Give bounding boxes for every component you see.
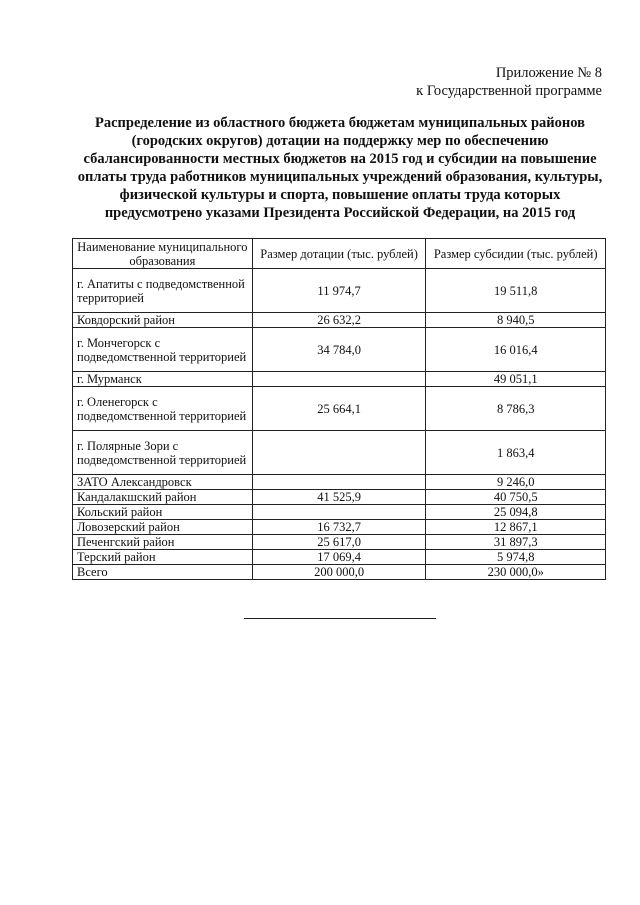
cell-subsidy-grant: 34 784,0	[252, 328, 426, 372]
cell-subsidy-grant: 200 000,0	[252, 565, 426, 580]
cell-municipality: г. Полярные Зори с подведомственной территорией	[73, 431, 253, 475]
closing-rule	[244, 618, 436, 619]
cell-subvention: 230 000,0»	[426, 565, 606, 580]
table-row	[73, 565, 606, 580]
cell-subsidy-grant: 17 069,4	[252, 550, 426, 565]
cell-municipality: г. Оленегорск с подведомственной территорией	[73, 387, 253, 431]
column-header-municipality: Наименование муниципального образования	[73, 239, 253, 269]
cell-subvention: 5 974,8	[426, 550, 606, 565]
table-row	[73, 372, 606, 387]
cell-subsidy-grant: 16 732,7	[252, 520, 426, 535]
table-row	[73, 387, 606, 431]
table-row	[73, 505, 606, 520]
cell-subvention: 12 867,1	[426, 520, 606, 535]
appendix-program-ref: к Государственной программе	[416, 83, 602, 99]
cell-subvention: 25 094,8	[426, 505, 606, 520]
cell-subvention: 8 940,5	[426, 313, 606, 328]
cell-municipality: Ловозерский район	[73, 520, 253, 535]
cell-subsidy-grant	[252, 475, 426, 490]
table-row	[73, 328, 606, 372]
table-row	[73, 475, 606, 490]
distribution-table	[72, 238, 606, 580]
cell-subsidy-grant: 25 617,0	[252, 535, 426, 550]
column-header-subsidy-grant: Размер дотации (тыс. рублей)	[252, 239, 426, 269]
cell-municipality: Терский район	[73, 550, 253, 565]
cell-subsidy-grant	[252, 372, 426, 387]
cell-municipality: Кольский район	[73, 505, 253, 520]
document-title: Распределение из областного бюджета бюджетам муниципальных районов (городских округов) дотации на поддержку мер по обеспечению сбалансированности местных бюджетов на 2015 год и субсидии на повышение оплаты труда работников муниципальных учреждений образования, культуры, физической культуры и спорта, повышение оплаты труда которых предусмотрено указами Президента Российской Федерации, на 2015 год	[77, 115, 603, 221]
cell-subvention: 9 246,0	[426, 475, 606, 490]
cell-subsidy-grant	[252, 505, 426, 520]
cell-municipality: Всего	[73, 565, 253, 580]
appendix-number: Приложение № 8	[495, 65, 602, 81]
cell-municipality: ЗАТО Александровск	[73, 475, 253, 490]
cell-subsidy-grant: 26 632,2	[252, 313, 426, 328]
table-header-row	[73, 239, 606, 269]
table-row	[73, 550, 606, 565]
cell-subsidy-grant: 11 974,7	[252, 269, 426, 313]
cell-municipality: г. Апатиты с подведомственной территорией	[73, 269, 253, 313]
cell-municipality: Кандалакшский район	[73, 490, 253, 505]
column-header-subvention: Размер субсидии (тыс. рублей)	[426, 239, 606, 269]
table-row	[73, 269, 606, 313]
cell-subvention: 19 511,8	[426, 269, 606, 313]
appendix-header	[416, 64, 602, 100]
cell-subvention: 49 051,1	[426, 372, 606, 387]
cell-subvention: 1 863,4	[426, 431, 606, 475]
cell-subsidy-grant: 41 525,9	[252, 490, 426, 505]
cell-subvention: 8 786,3	[426, 387, 606, 431]
table-row	[73, 313, 606, 328]
cell-municipality: г. Мончегорск с подведомственной территорией	[73, 328, 253, 372]
table-body	[73, 269, 606, 580]
cell-subvention: 31 897,3	[426, 535, 606, 550]
cell-subvention: 16 016,4	[426, 328, 606, 372]
cell-municipality: Ковдорский район	[73, 313, 253, 328]
cell-municipality: Печенгский район	[73, 535, 253, 550]
cell-subsidy-grant	[252, 431, 426, 475]
table-row	[73, 431, 606, 475]
cell-subvention: 40 750,5	[426, 490, 606, 505]
table-row	[73, 490, 606, 505]
cell-subsidy-grant: 25 664,1	[252, 387, 426, 431]
table-row	[73, 520, 606, 535]
cell-municipality: г. Мурманск	[73, 372, 253, 387]
table-row	[73, 535, 606, 550]
